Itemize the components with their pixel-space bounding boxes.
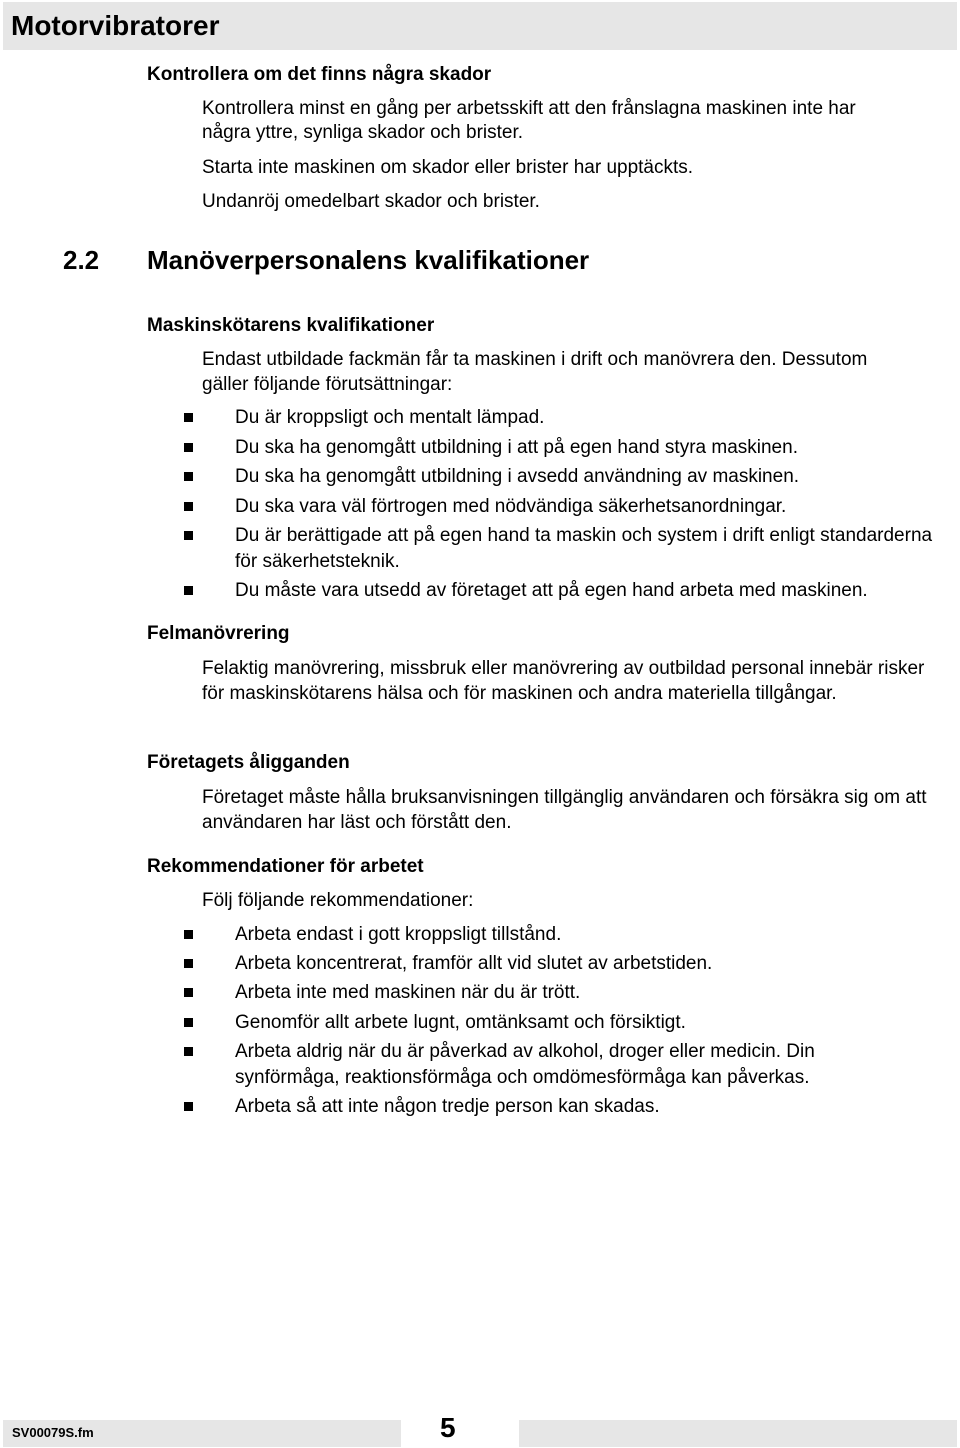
company-text: Företaget måste hålla bruksanvisningen tillgänglig användaren och försäkra sig om att användaren har läst och förstått den.	[202, 787, 927, 833]
footer-filename: SV00079S.fm	[12, 1425, 94, 1440]
recommend-bullet: Arbeta så att inte någon tredje person kan skadas.	[235, 1096, 660, 1117]
bullet-marker	[184, 988, 193, 997]
operator-bullet: Du ska ha genomgått utbildning i avsedd användning av maskinen.	[235, 466, 800, 487]
operator-bullet: Du ska vara väl förtrogen med nödvändiga säkerhetsanordningar.	[235, 496, 787, 517]
check-damage-line-2: några yttre, synliga skador och brister.	[202, 122, 524, 143]
check-damage-heading: Kontrollera om det finns några skador	[147, 64, 492, 85]
check-damage-line-3: Starta inte maskinen om skador eller brister har upptäckts.	[202, 157, 694, 178]
operator-bullet: Du är berättigade att på egen hand ta maskin och system i drift enligt standarderna för säkerhetsteknik.	[235, 525, 933, 572]
recommend-bullet: Arbeta endast i gott kroppsligt tillstånd.	[235, 924, 562, 945]
recommend-bullet: Arbeta koncentrerat, framför allt vid slutet av arbetstiden.	[235, 953, 713, 974]
check-damage-line-1: Kontrollera minst en gång per arbetsskift att den frånslagna maskinen inte har	[202, 98, 856, 119]
page-number: 5	[440, 1412, 456, 1443]
operator-intro-line-1: Endast utbildade fackmän får ta maskinen i drift och manövrera den. Dessutom	[202, 349, 868, 370]
bullet-marker	[184, 930, 193, 939]
bullet-marker	[184, 1047, 193, 1056]
recommend-heading: Rekommendationer för arbetet	[147, 856, 424, 877]
bullet-marker	[184, 443, 193, 452]
operator-heading: Maskinskötarens kvalifikationer	[147, 315, 435, 336]
misuse-text: Felaktig manövrering, missbruk eller manövrering av outbildad personal innebär risker för maskinskötarens hälsa och för maskinen och andra materiella tillgångar.	[202, 658, 925, 704]
bullet-marker	[184, 531, 193, 540]
recommend-bullet: Arbeta aldrig när du är påverkad av alkohol, droger eller medicin. Din synförmåga, reaktionsförmåga och omdömesförmåga kan påverkas.	[235, 1041, 815, 1088]
footer-right-bar	[519, 1420, 957, 1447]
bullet-marker	[184, 1018, 193, 1027]
bullet-marker	[184, 959, 193, 968]
bullet-marker	[184, 413, 193, 422]
check-damage-line-4: Undanröj omedelbart skador och brister.	[202, 191, 540, 212]
bullet-marker	[184, 586, 193, 595]
bullet-marker	[184, 1102, 193, 1111]
page-title: Motorvibratorer	[11, 10, 220, 41]
recommend-bullet: Genomför allt arbete lugnt, omtänksamt och försiktigt.	[235, 1012, 686, 1033]
operator-bullet: Du ska ha genomgått utbildning i att på egen hand styra maskinen.	[235, 437, 798, 458]
section-number: 2.2	[63, 245, 100, 275]
bullet-marker	[184, 472, 193, 481]
company-heading: Företagets åligganden	[147, 752, 350, 773]
recommend-bullet: Arbeta inte med maskinen när du är trött.	[235, 982, 581, 1003]
misuse-heading: Felmanövrering	[147, 623, 290, 644]
operator-bullet: Du måste vara utsedd av företaget att på egen hand arbeta med maskinen.	[235, 580, 868, 601]
section-title: Manöverpersonalens kvalifikationer	[147, 245, 590, 275]
operator-bullet: Du är kroppsligt och mentalt lämpad.	[235, 407, 545, 428]
recommend-intro: Följ följande rekommendationer:	[202, 890, 474, 911]
operator-intro-line-2: gäller följande förutsättningar:	[202, 374, 453, 395]
bullet-marker	[184, 502, 193, 511]
